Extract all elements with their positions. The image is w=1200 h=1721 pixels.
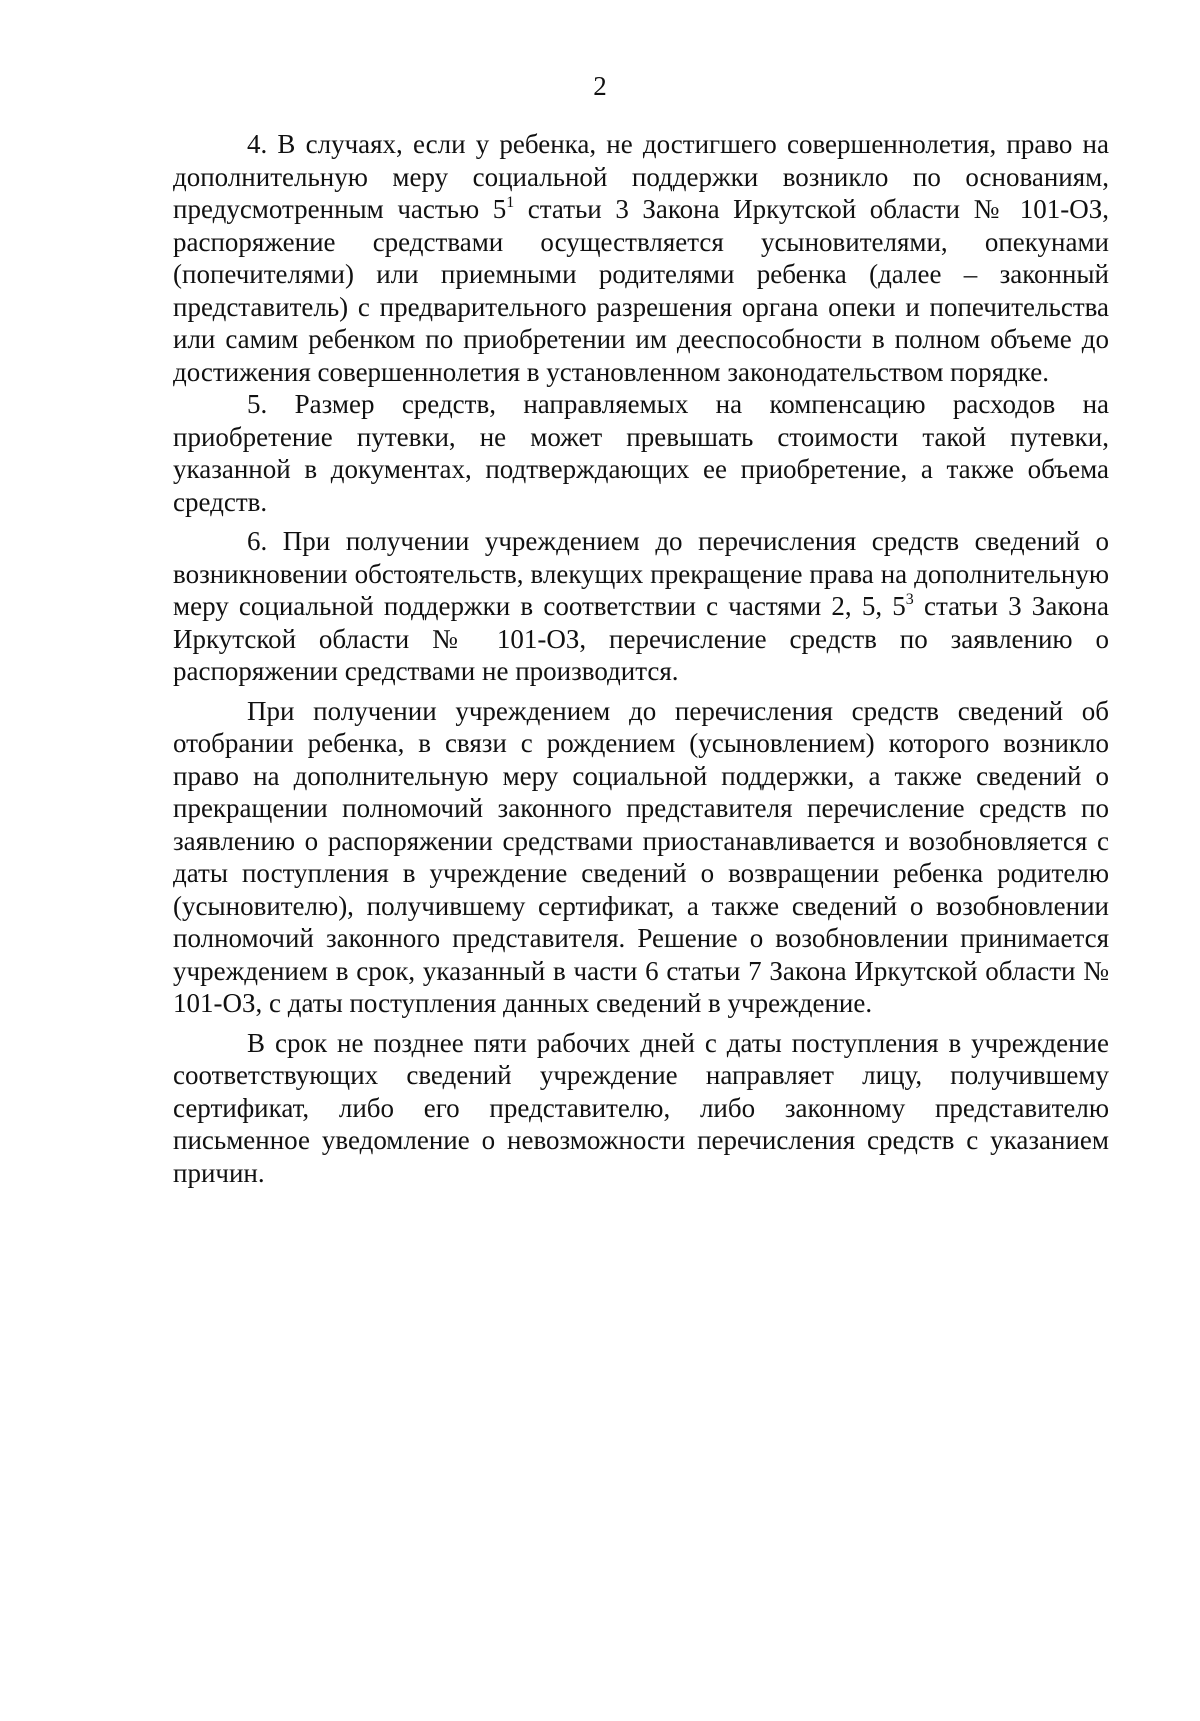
paragraph-6 bbox=[173, 525, 1109, 688]
paragraph-text: 5. Размер средств, направляемых на компенсацию расходов на приобретение путевки, не может превышать стоимости такой путевки, указанной в документах, подтверждающих ее приобретение, а также объема средств. bbox=[173, 389, 1109, 517]
paragraph-text: В срок не позднее пяти рабочих дней с даты поступления в учреждение соответствующих сведений учреждение направляет лицу, получившему сертификат, либо его представителю, либо законному представителю письменное уведомление о невозможности перечисления средств с указанием причин. bbox=[173, 1027, 1109, 1188]
paragraph-text: 4. В случаях, если у ребенка, не достигшего совершеннолетия, право на дополнительную меру социальной поддержки возникло по основаниям, предусмотренным частью 5 bbox=[173, 129, 1109, 224]
superscript: 1 bbox=[506, 194, 515, 211]
paragraph-5 bbox=[173, 388, 1109, 518]
paragraph-text: статьи 3 Закона Иркутской области № 101-ОЗ, распоряжение средствами осуществляется усыновителями, опекунами (попечителями) или приемными родителями ребенка (далее – законный представитель) с предварительного разрешения органа опеки и попечительства или самим ребенком по приобретении им дееспособности в полном объеме до достижения совершеннолетия в установленном законодательством порядке. bbox=[173, 194, 1109, 387]
superscript: 3 bbox=[905, 591, 914, 608]
paragraph-text: статьи 3 Закона Иркутской области № 101-ОЗ, перечисление средств по заявлению о распоряжении средствами не производится. bbox=[173, 591, 1109, 686]
page-number: 2 bbox=[593, 71, 607, 101]
paragraph-4 bbox=[173, 128, 1109, 388]
paragraph-text: 6. При получении учреждением до перечисления средств сведений о возникновении обстоятельств, влекущих прекращение права на дополнительную меру социальной поддержки в соответствии с частями 2, 5, 5 bbox=[173, 526, 1109, 621]
paragraph-6-suspension bbox=[173, 695, 1109, 1020]
paragraph-text: При получении учреждением до перечисления средств сведений об отобрании ребенка, в связи с рождением (усыновлением) которого возникло право на дополнительную меру социальной поддержки, а также сведений о прекращении полномочий законного представителя перечисление средств по заявлению о распоряжении средствами приостанавливается и возобновляется с даты поступления в учреждение сведений о возвращении ребенка родителю (усыновителю), получившему сертификат, а также сведений о возобновлении полномочий законного представителя. Решение о возобновлении принимается учреждением в срок, указанный в части 6 статьи 7 Закона Иркутской области № 101-ОЗ, с даты поступления данных сведений в учреждение. bbox=[173, 695, 1109, 1018]
paragraph-6-notification bbox=[173, 1027, 1109, 1190]
document-body bbox=[173, 128, 1109, 1189]
